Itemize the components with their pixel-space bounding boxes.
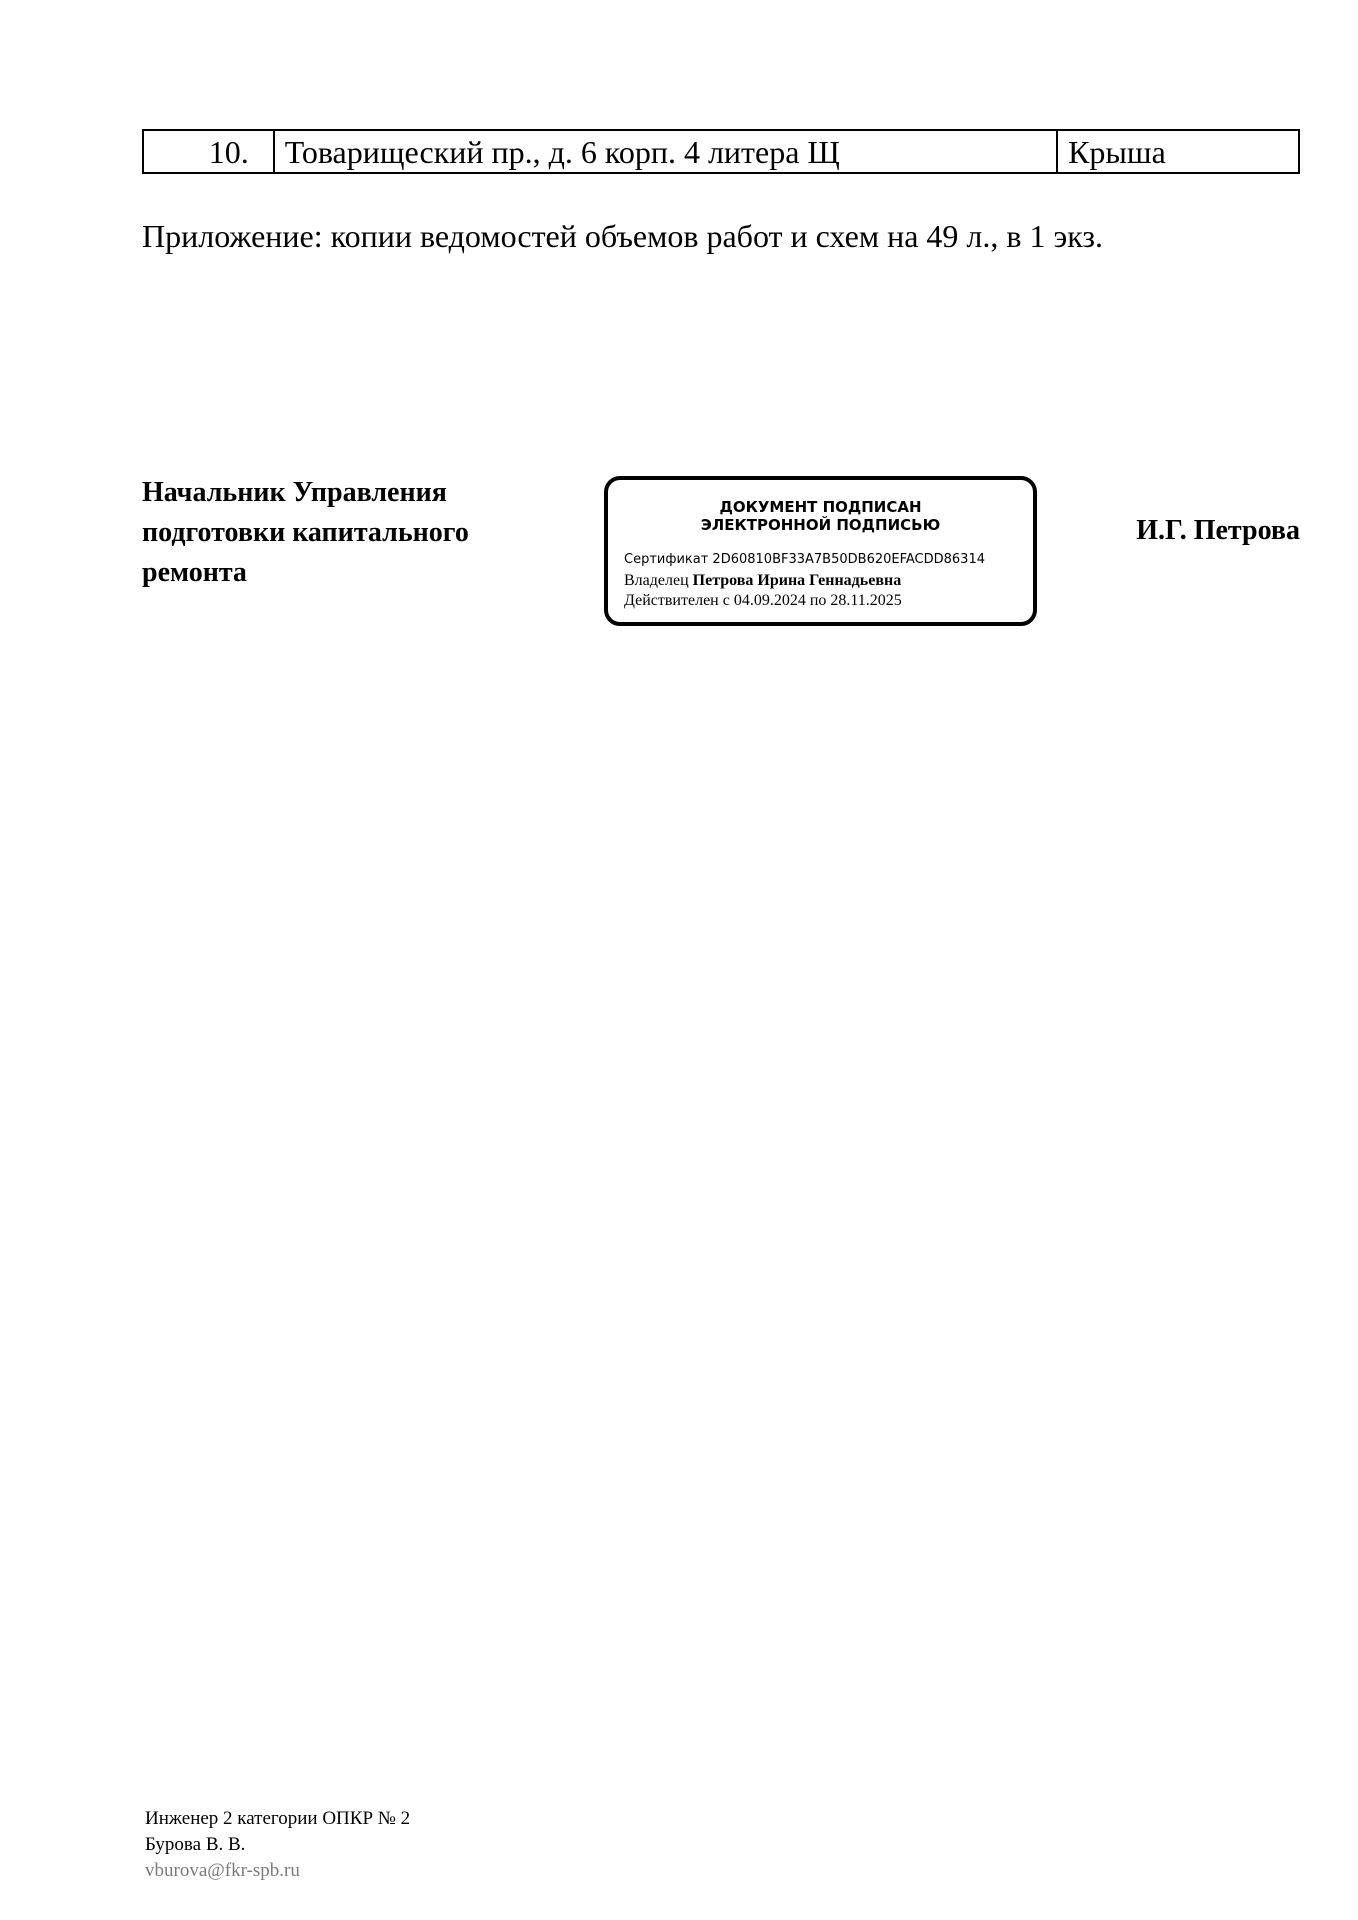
appendix-note: Приложение: копии ведомостей объемов работ и схем на 49 л., в 1 экз. — [142, 218, 1103, 254]
signer-title-line: ремонта — [142, 557, 247, 588]
stamp-certificate: Сертификат 2D60810BF33A7B50DB620EFACDD86314 — [624, 552, 985, 567]
stamp-header: ЭЛЕКТРОННОЙ ПОДПИСЬЮ — [700, 516, 941, 534]
executor-email: vburova@fkr-spb.ru — [145, 1860, 300, 1881]
executor-info — [145, 1806, 410, 1884]
address-table — [142, 129, 1300, 174]
signer-title-line: подготовки капитального — [142, 517, 469, 548]
signer-title-line: Начальник Управления — [142, 477, 447, 508]
row-number-cell: 10. — [143, 130, 274, 173]
signer-title — [142, 473, 572, 593]
work-type-cell: Крыша — [1057, 130, 1299, 173]
stamp-owner-name: Петрова Ирина Геннадьевна — [692, 572, 902, 589]
executor-name: Бурова В. В. — [145, 1834, 246, 1855]
address-cell: Товарищеский пр., д. 6 корп. 4 литера Щ — [274, 130, 1057, 173]
signer-name: И.Г. Петрова — [1136, 515, 1300, 546]
stamp-header: ДОКУМЕНТ ПОДПИСАН — [719, 498, 922, 516]
stamp-validity: Действителен с 04.09.2024 по 28.11.2025 — [624, 592, 902, 609]
executor-position: Инженер 2 категории ОПКР № 2 — [145, 1808, 411, 1829]
stamp-owner-label: Владелец — [624, 572, 689, 589]
electronic-signature-stamp — [604, 476, 1037, 626]
table-row — [143, 130, 1299, 173]
stamp-owner — [624, 572, 901, 590]
